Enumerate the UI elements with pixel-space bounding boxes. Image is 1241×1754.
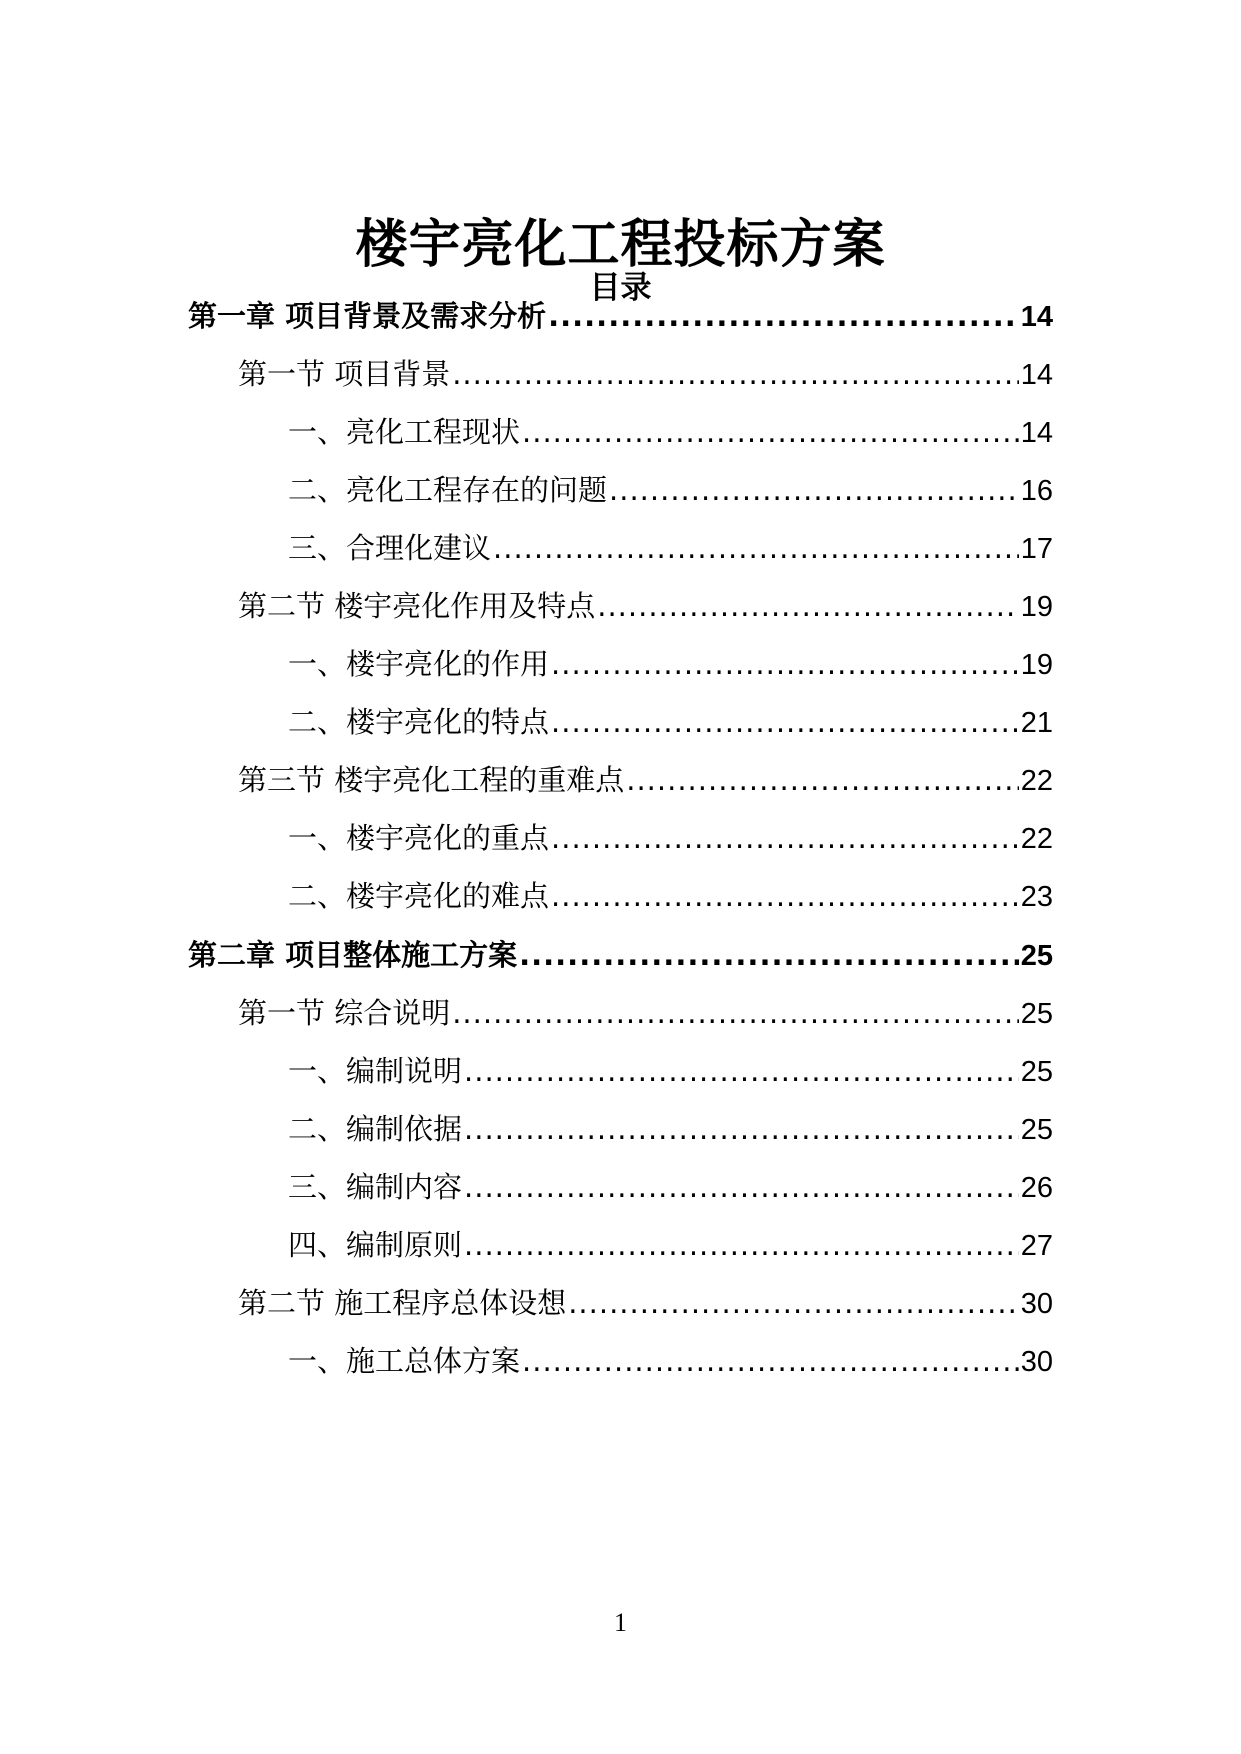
toc-entry-page: 17 — [1020, 533, 1053, 565]
toc-dot-leader — [522, 410, 1019, 454]
toc-entry-page: 23 — [1020, 881, 1053, 913]
toc-entry-label: 二、编制依据 — [288, 1112, 463, 1146]
toc-entry-label: 一、编制说明 — [288, 1054, 463, 1088]
toc-entry-label: 四、编制原则 — [288, 1228, 463, 1262]
toc-entry-page: 25 — [1020, 998, 1053, 1030]
toc-entry-label: 一、施工总体方案 — [288, 1344, 521, 1378]
toc-entry-page: 25 — [1020, 940, 1053, 972]
toc-entry-section-2-2[interactable] — [238, 1281, 1053, 1325]
toc-entry-section-2-1[interactable] — [238, 991, 1053, 1035]
toc-dot-leader — [522, 1339, 1019, 1383]
toc-entry-subsection[interactable] — [288, 1049, 1053, 1093]
toc-entry-page: 30 — [1020, 1346, 1053, 1378]
toc-entry-subsection[interactable] — [288, 874, 1053, 918]
toc-entry-section-1-1[interactable] — [238, 352, 1053, 396]
toc-entry-subsection[interactable] — [288, 816, 1053, 860]
toc-entry-subsection[interactable] — [288, 1223, 1053, 1267]
toc-dot-leader — [551, 642, 1019, 686]
toc-dot-leader — [464, 1049, 1019, 1093]
toc-entry-label: 第一章 项目背景及需求分析 — [188, 299, 547, 333]
toc-entry-label: 二、楼宇亮化的难点 — [288, 879, 550, 913]
toc-entry-page: 30 — [1020, 1288, 1053, 1320]
toc-entry-page: 14 — [1020, 301, 1053, 333]
toc-entry-page: 22 — [1020, 823, 1053, 855]
toc-entry-section-1-2[interactable] — [238, 584, 1053, 628]
toc-entry-page: 25 — [1020, 1056, 1053, 1088]
toc-dot-leader — [597, 584, 1019, 628]
toc-entry-page: 16 — [1020, 475, 1053, 507]
toc-entry-page: 14 — [1020, 359, 1053, 391]
toc-dot-leader — [609, 468, 1019, 512]
toc-dot-leader — [551, 700, 1019, 744]
toc-entry-section-1-3[interactable] — [238, 758, 1053, 802]
toc-dot-leader — [519, 933, 1019, 977]
toc-entry-subsection[interactable] — [288, 468, 1053, 512]
toc-entry-page: 21 — [1020, 707, 1053, 739]
toc-entry-label: 第三节 楼宇亮化工程的重难点 — [238, 763, 625, 797]
toc-entry-page: 25 — [1020, 1114, 1053, 1146]
toc-entry-subsection[interactable] — [288, 526, 1053, 570]
toc-entry-label: 第二章 项目整体施工方案 — [188, 938, 518, 972]
toc-entry-page: 14 — [1020, 417, 1053, 449]
toc-entry-label: 第一节 综合说明 — [238, 996, 451, 1030]
toc-entry-page: 26 — [1020, 1172, 1053, 1204]
toc-dot-leader — [464, 1107, 1019, 1151]
toc-entry-label: 三、合理化建议 — [288, 531, 492, 565]
toc-entry-subsection[interactable] — [288, 1339, 1053, 1383]
toc-dot-leader — [452, 991, 1019, 1035]
toc-entry-page: 22 — [1020, 765, 1053, 797]
toc-heading: 目录 — [589, 270, 652, 306]
toc-entry-label: 二、楼宇亮化的特点 — [288, 705, 550, 739]
toc-dot-leader — [548, 294, 1019, 338]
toc-dot-leader — [551, 816, 1019, 860]
toc-dot-leader — [464, 1165, 1019, 1209]
toc-dot-leader — [464, 1223, 1019, 1267]
toc-entry-label: 第一节 项目背景 — [238, 357, 451, 391]
toc-entry-page: 19 — [1020, 649, 1053, 681]
toc-dot-leader — [551, 874, 1019, 918]
toc-entry-chapter-1[interactable] — [188, 294, 1053, 338]
toc-dot-leader — [626, 758, 1019, 802]
toc-dot-leader — [452, 352, 1019, 396]
toc-dot-leader — [493, 526, 1019, 570]
toc-entry-label: 一、楼宇亮化的重点 — [288, 821, 550, 855]
toc-entry-label: 二、亮化工程存在的问题 — [288, 473, 608, 507]
toc-entry-subsection[interactable] — [288, 1107, 1053, 1151]
toc-entry-label: 一、亮化工程现状 — [288, 415, 521, 449]
toc-entry-label: 第二节 施工程序总体设想 — [238, 1286, 567, 1320]
toc-dot-leader — [568, 1281, 1019, 1325]
toc-entry-label: 三、编制内容 — [288, 1170, 463, 1204]
toc-entry-chapter-2[interactable] — [188, 933, 1053, 977]
toc-entry-subsection[interactable] — [288, 700, 1053, 744]
toc-entry-subsection[interactable] — [288, 1165, 1053, 1209]
toc-entry-page: 27 — [1020, 1230, 1053, 1262]
toc-entry-subsection[interactable] — [288, 410, 1053, 454]
document-title: 楼宇亮化工程投标方案 — [355, 214, 886, 275]
toc-entry-subsection[interactable] — [288, 642, 1053, 686]
toc-entry-page: 19 — [1020, 591, 1053, 623]
toc-entry-label: 第二节 楼宇亮化作用及特点 — [238, 589, 596, 623]
page-number: 1 — [614, 1608, 627, 1637]
toc-entry-label: 一、楼宇亮化的作用 — [288, 647, 550, 681]
